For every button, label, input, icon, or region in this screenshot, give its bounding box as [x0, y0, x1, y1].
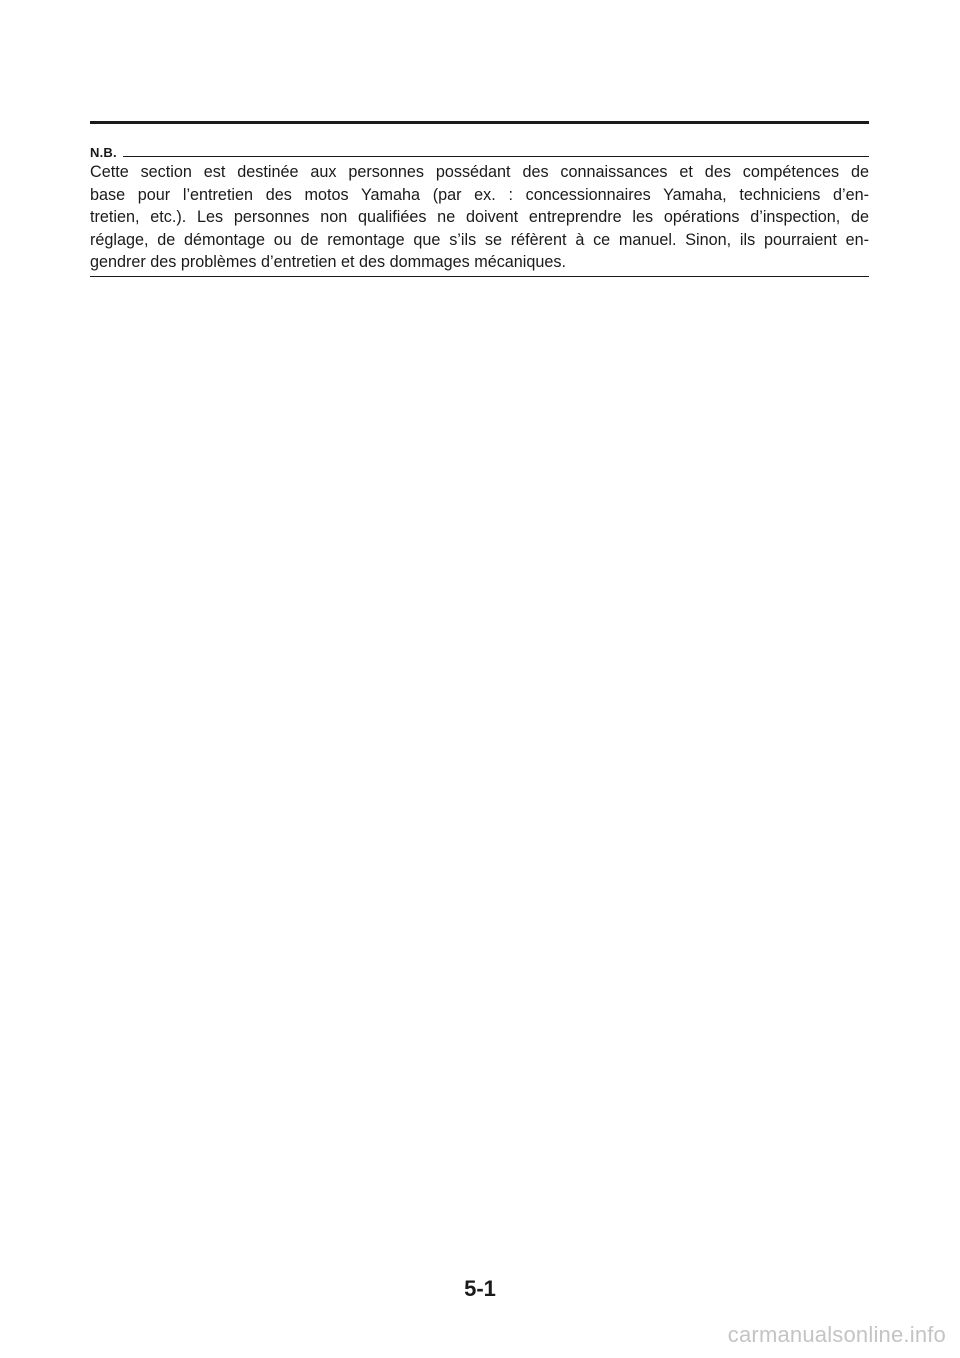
note-line: base pour l’entretien des motos Yamaha (par ex. : concessionnaires Yamaha, techniciens d’en- — [90, 185, 869, 204]
page-number: 5-1 — [464, 1276, 496, 1301]
note-label: N.B. — [90, 145, 117, 160]
bottom-rule — [90, 276, 869, 277]
note-line: gendrer des problèmes d’entretien et des dommages mécaniques. — [90, 253, 567, 271]
note-header-rule — [123, 156, 869, 157]
note-line: tretien, etc.). Les personnes non qualifiées ne doivent entreprendre les opérations d’inspection, de — [90, 208, 869, 226]
note-body — [90, 161, 869, 274]
top-rule — [90, 121, 869, 124]
note-header — [90, 143, 869, 159]
watermark-text: carmanualsonline.info — [727, 1322, 946, 1347]
note-line: Cette section est destinée aux personnes possédant des connaissances et des compétences de — [90, 163, 869, 181]
note-line: réglage, de démontage ou de remontage que s’ils se réfèrent à ce manuel. Sinon, ils pourraient en- — [90, 230, 869, 249]
